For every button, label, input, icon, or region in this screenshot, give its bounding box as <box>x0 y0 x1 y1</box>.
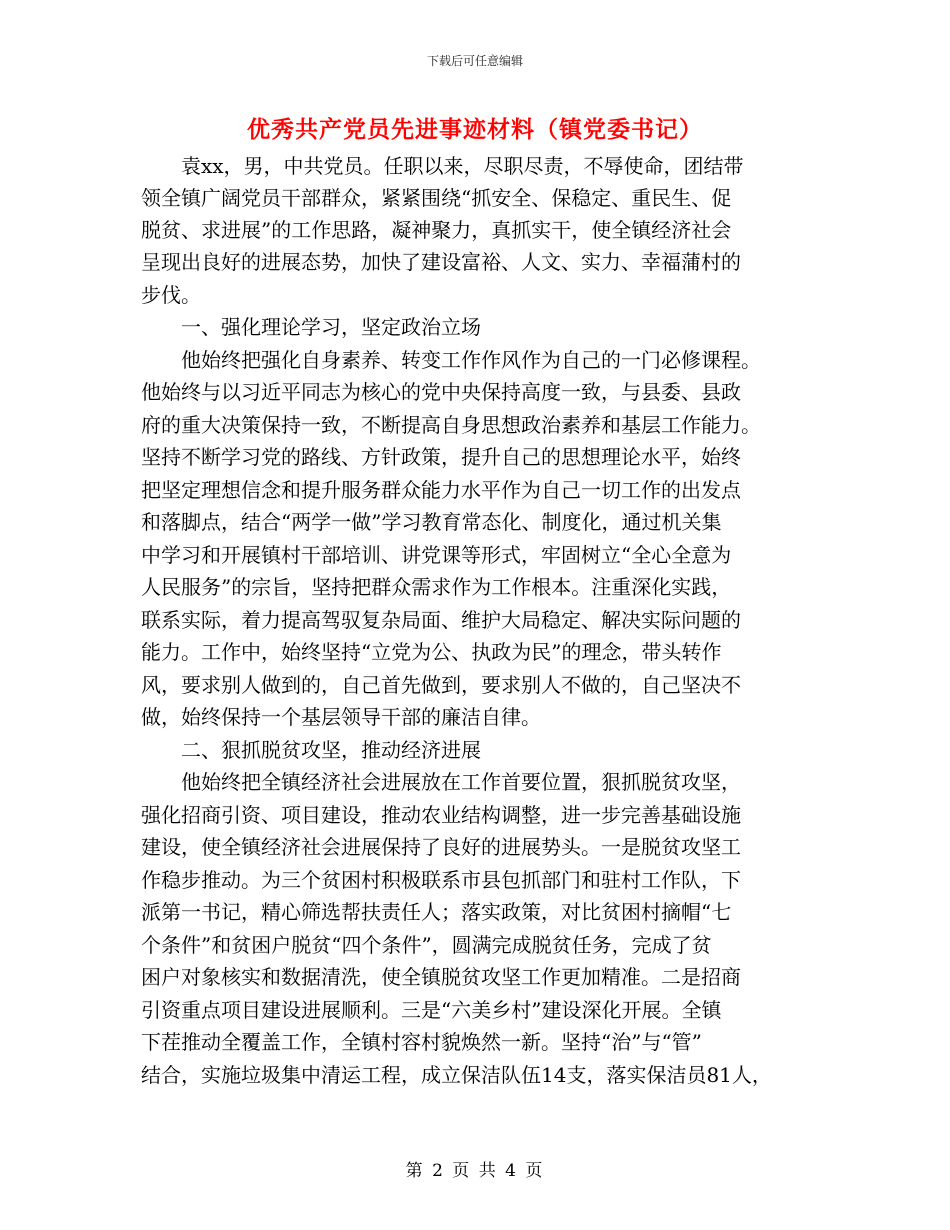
body-line: 作稳步推动。为三个贫困村积极联系市县包抓部门和驻村工作队，下 <box>141 868 741 892</box>
body-line: 做，始终保持一个基层领导干部的廉洁自律。 <box>141 705 541 729</box>
body-line: 联系实际，着力提高驾驭复杂局面、维护大局稳定、解决实际问题的 <box>141 608 741 632</box>
body-line: 强化招商引资、项目建设，推动农业结构调整，进一步完善基础设施 <box>141 803 741 827</box>
body-line: 袁xx，男，中共党员。任职以来，尽职尽责，不辱使命，团结带 <box>141 154 744 178</box>
body-line: 风，要求别人做到的，自己首先做到，要求别人不做的，自己坚决不 <box>141 673 741 697</box>
body-line: 困户对象核实和数据清洗，使全镇脱贫攻坚工作更加精准。二是招商 <box>141 965 741 989</box>
body-line: 和落脚点，结合“两学一做”学习教育常态化、制度化，通过机关集 <box>141 510 722 534</box>
page-number: 第 2 页 共 4 页 <box>405 1161 545 1181</box>
body-line: 他始终把全镇经济社会进展放在工作首要位置，狠抓脱贫攻坚， <box>141 770 741 794</box>
body-line: 派第一书记，精心筛选帮扶责任人；落实政策，对比贫困村摘帽“七 <box>141 900 732 924</box>
body-line: 把坚定理想信念和提升服务群众能力水平作为自己一切工作的出发点 <box>141 478 741 502</box>
body-line: 能力。工作中，始终坚持“立党为公、执政为民”的理念，带头转作 <box>141 640 722 664</box>
body-line: 下茬推动全覆盖工作，全镇村容村貌焕然一新。坚持“治”与“管” <box>141 1030 702 1054</box>
document-title: 优秀共产党员先进事迹材料（镇党委书记） <box>247 116 703 143</box>
body-line: 人民服务”的宗旨，坚持把群众需求作为工作根本。注重深化实践， <box>141 575 732 599</box>
body-line: 结合，实施垃圾集中清运工程，成立保洁队伍14支，落实保洁员81人， <box>141 1063 772 1087</box>
body-line: 他始终与以习近平同志为核心的党中央保持高度一致，与县委、县政 <box>141 380 741 404</box>
body-line: 他始终把强化自身素养、转变工作作风作为自己的一门必修课程。 <box>141 348 761 372</box>
body-line: 府的重大决策保持一致，不断提高自身思想政治素养和基层工作能力。 <box>141 413 761 437</box>
body-line: 呈现出良好的进展态势，加快了建设富裕、人文、实力、幸福蒲村的 <box>141 250 741 274</box>
body-line: 坚持不断学习党的路线、方针政策，提升自己的思想理论水平，始终 <box>141 445 741 469</box>
body-line: 个条件”和贫困户脱贫“四个条件”，圆满完成脱贫任务，完成了贫 <box>141 933 712 957</box>
section-heading: 一、强化理论学习，坚定政治立场 <box>141 315 481 339</box>
body-line: 脱贫、求进展”的工作思路，凝神聚力，真抓实干，使全镇经济社会 <box>141 218 732 242</box>
body-line: 建设，使全镇经济社会进展保持了良好的进展势头。一是脱贫攻坚工 <box>141 835 741 859</box>
section-heading: 二、狠抓脱贫攻坚，推动经济进展 <box>141 738 481 762</box>
body-line: 引资重点项目建设进展顺利。三是“六美乡村”建设深化开展。全镇 <box>141 998 722 1022</box>
body-line: 领全镇广阔党员干部群众，紧紧围绕“抓安全、保稳定、重民生、促 <box>141 186 732 210</box>
body-line: 步伐。 <box>141 283 201 307</box>
body-line: 中学习和开展镇村干部培训、讲党课等形式，牢固树立“全心全意为 <box>141 543 732 567</box>
page-header-note: 下载后可任意编辑 <box>426 54 523 68</box>
